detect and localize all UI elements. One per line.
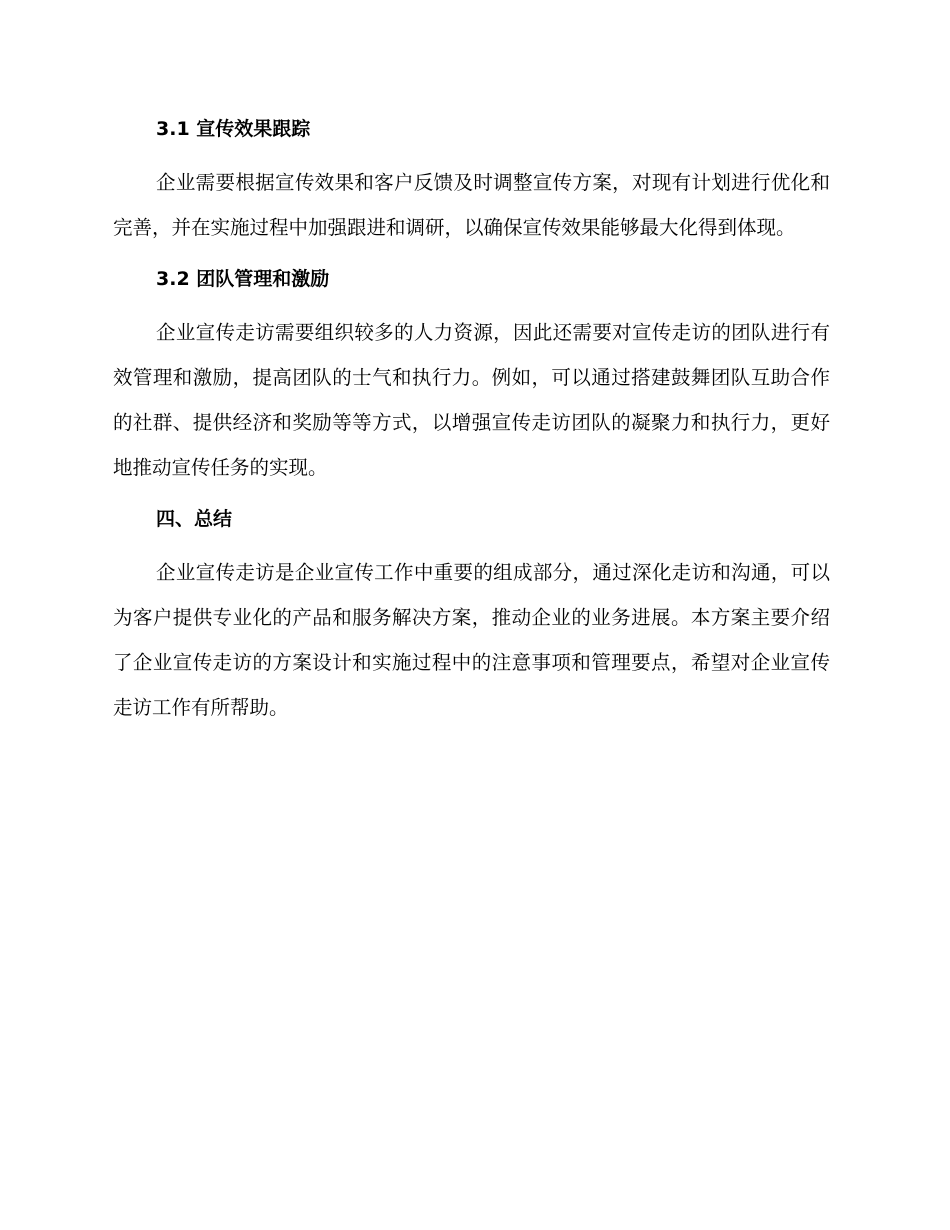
section-paragraph-summary: 企业宣传走访是企业宣传工作中重要的组成部分，通过深化走访和沟通，可以为客户提供专业化的产品和服务解决方案，推动企业的业务进展。本方案主要介绍了企业宣传走访的方案设计和实施过程中的注意事项和管理要点，希望对企业宣传走访工作有所帮助。: [113, 561, 830, 719]
section-heading-summary: 四、总结: [156, 508, 233, 530]
document-body: [113, 112, 830, 730]
section-heading-3-1: 3.1 宣传效果跟踪: [156, 118, 311, 140]
section-heading-3-2: 3.2 团队管理和激励: [156, 268, 330, 290]
section-paragraph-3-2: 企业宣传走访需要组织较多的人力资源，因此还需要对宣传走访的团队进行有效管理和激励，提高团队的士气和执行力。例如，可以通过搭建鼓舞团队互助合作的社群、提供经济和奖励等等方式，以增强宣传走访团队的凝聚力和执行力，更好地推动宣传任务的实现。: [113, 321, 830, 479]
section-paragraph-3-1: 企业需要根据宣传效果和客户反馈及时调整宣传方案，对现有计划进行优化和完善，并在实施过程中加强跟进和调研，以确保宣传效果能够最大化得到体现。: [113, 171, 830, 239]
